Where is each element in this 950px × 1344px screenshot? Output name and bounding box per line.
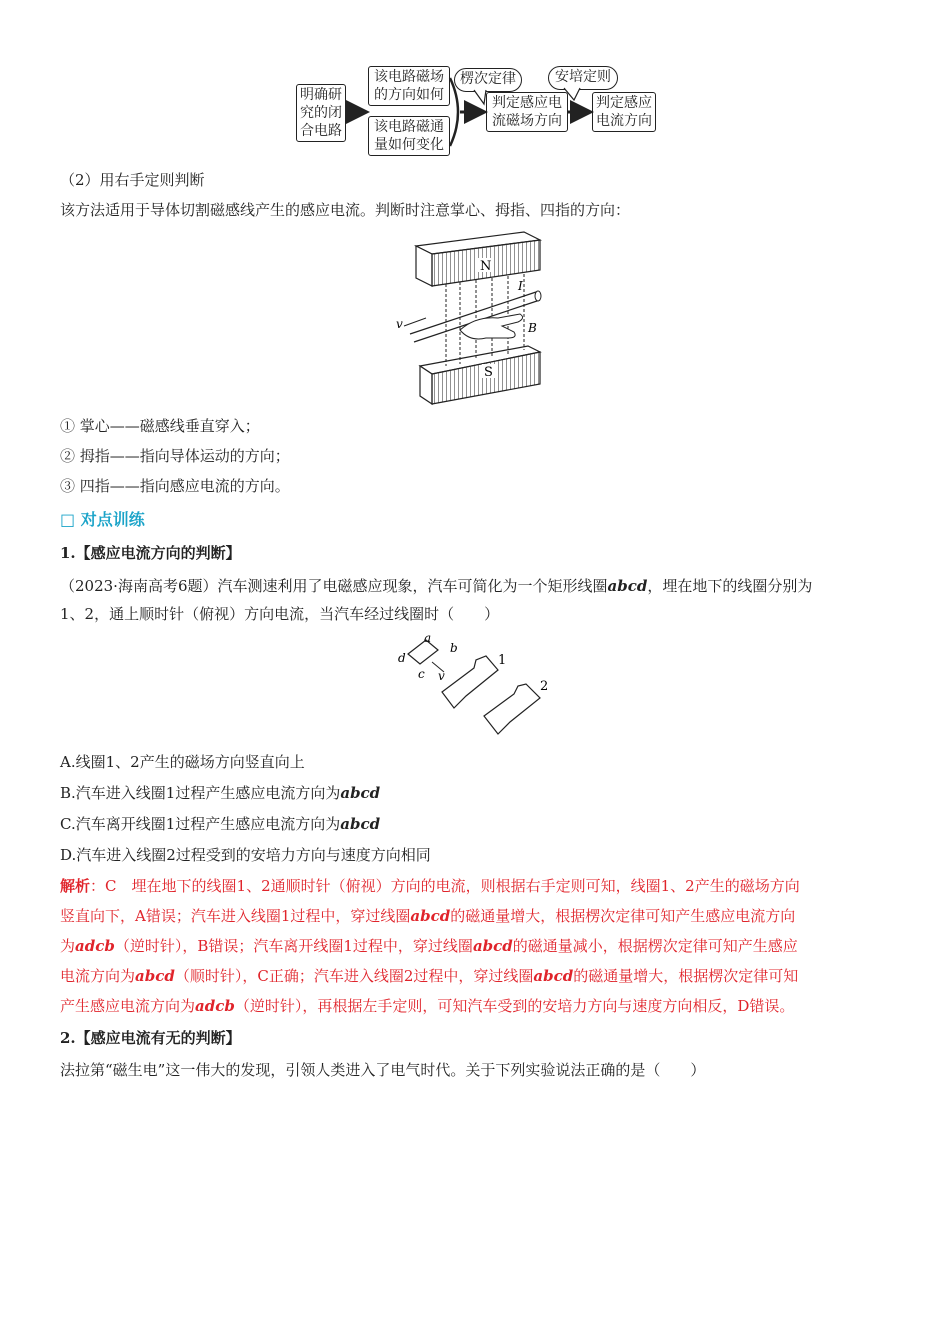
option-c: C.汽车离开线圈1过程产生感应电流方向为abcd bbox=[60, 815, 381, 833]
q2-stem: 法拉第“磁生电”这一伟大的发现，引领人类进入了电气时代。关于下列实验说法正确的是（ ） bbox=[60, 1061, 706, 1079]
flow-induced-field-box: 判定感应电流磁场方向 bbox=[486, 92, 568, 132]
q1-stem-line1: （2023·海南高考6题）汽车测速利用了电磁感应现象，汽车可简化为一个矩形线圈abcd，埋在地下的线圈分别为 bbox=[60, 577, 813, 595]
lenz-bubble-tail bbox=[474, 90, 486, 104]
q1-label: 1.【感应电流方向的判断】 bbox=[60, 544, 241, 562]
coil-figure bbox=[394, 630, 564, 738]
hand-outline bbox=[460, 314, 523, 339]
n-label: N bbox=[480, 259, 492, 274]
q2-label: 2.【感应电流有无的判断】 bbox=[60, 1029, 241, 1047]
label-c: c bbox=[418, 667, 425, 681]
label-d: d bbox=[398, 651, 406, 665]
training-title: □ 对点训练 bbox=[60, 510, 145, 529]
brace bbox=[450, 78, 458, 146]
ampere-bubble-tail bbox=[564, 88, 580, 100]
right-hand-rule-figure bbox=[390, 226, 550, 410]
flow-arrows bbox=[290, 60, 670, 160]
label-v: v bbox=[438, 669, 445, 683]
section2-intro: 该方法适用于导体切割磁感线产生的感应电流。判断时注意掌心、拇指、四指的方向： bbox=[60, 201, 631, 219]
point-fingers: ③ 四指——指向感应电流的方向。 bbox=[60, 477, 290, 495]
label-coil2: 2 bbox=[540, 679, 549, 694]
i-label: I bbox=[518, 279, 523, 293]
coil-1 bbox=[442, 656, 498, 708]
q1-stem-line2: 1、2，通上顺时针（俯视）方向电流，当汽车经过线圈时（ ） bbox=[60, 605, 500, 623]
v-label: v bbox=[396, 317, 403, 331]
label-a: a bbox=[424, 631, 432, 645]
q1-analysis: 解析：C 埋在地下的线圈1、2通顺时针（俯视）方向的电流，则根据右手定则可知，线圈1、2产生的磁场方向 竖直向下，A错误；汽车进入线圈1过程中，穿过线圈abcd的磁通量增大，根据楞次定律可知产生感应电流方向 为adcb（逆时针），B错误；汽车离开线圈1过程中，穿过线圈abcd的磁通量减小，根据楞次定律可知产生感应 电流方向为abcd（顺时针），C正确；汽车进入线圈2过程中，穿过线圈abcd的磁通量增大，根据楞次定律可知 产生感应电流方向为adcb（逆时针），再根据左手定则，可知汽车受到的安培力方向与速度方向相反，D错误。 bbox=[60, 877, 800, 1015]
point-thumb: ② 拇指——指向导体运动的方向； bbox=[60, 447, 290, 465]
flow-upper-box: 该电路磁场的方向如何 bbox=[368, 66, 450, 106]
lenz-law-bubble: 楞次定律 bbox=[454, 68, 522, 92]
s-label: S bbox=[484, 365, 493, 380]
flow-induced-current-box: 判定感应电流方向 bbox=[592, 92, 656, 132]
label-b: b bbox=[450, 641, 458, 655]
flow-start-box: 明确研究的闭合电路 bbox=[296, 84, 346, 142]
option-b: B.汽车进入线圈1过程产生感应电流方向为abcd bbox=[60, 784, 381, 802]
point-palm: ① 掌心——磁感线垂直穿入； bbox=[60, 417, 260, 435]
coil-2 bbox=[484, 684, 540, 734]
option-a: A.线圈1、2产生的磁场方向竖直向上 bbox=[60, 753, 305, 771]
q1-source: （2023·海南高考6题） bbox=[60, 577, 218, 595]
ampere-rule-bubble: 安培定则 bbox=[548, 66, 618, 90]
section2-heading: （2）用右手定则判断 bbox=[60, 171, 205, 189]
label-coil1: 1 bbox=[498, 653, 507, 668]
car-loop bbox=[408, 640, 438, 664]
flow-lower-box: 该电路磁通量如何变化 bbox=[368, 116, 450, 156]
velocity-arrow bbox=[404, 318, 426, 326]
rod-end bbox=[535, 291, 541, 301]
b-label: B bbox=[528, 321, 537, 335]
option-d: D.汽车进入线圈2过程受到的安培力方向与速度方向相同 bbox=[60, 846, 431, 864]
